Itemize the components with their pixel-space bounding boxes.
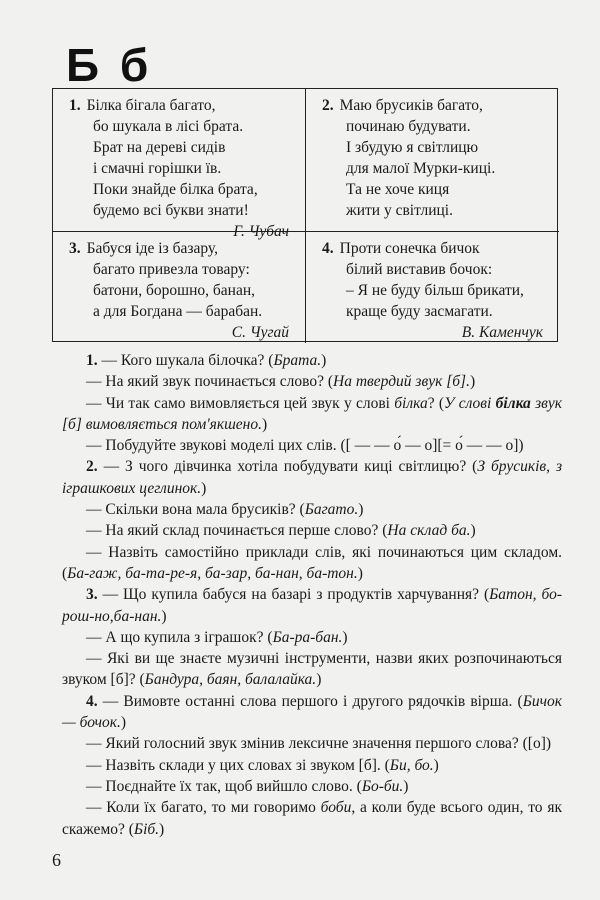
poem-line: і смачні горішки їв. <box>93 160 222 177</box>
poem-cell-4 <box>306 232 559 343</box>
poem-author: С. Чугай <box>231 324 289 341</box>
poem-cell-2 <box>306 89 559 232</box>
poem-line: для малої Мурки-киці. <box>346 160 496 177</box>
poem-line: бо шукала в лісі брата. <box>93 118 244 135</box>
paragraph: — На який склад починається перше слово? (На склад ба.) <box>86 522 476 540</box>
poem-line: І збудую я світлицю <box>346 139 479 156</box>
paragraph: — А що купила з іграшок? (Ба-ра-бан.) <box>86 628 348 646</box>
paragraph: — Чи так само вимовляється цей звук у слові білка? (У слові білка звук [б] вимовляється пом'якшено.) <box>62 394 562 433</box>
paragraph: — Побудуйте звукові моделі цих слів. ([ — — о́ — о][= о́ — — о]) <box>86 437 524 455</box>
poem-line: білий виставив бочок: <box>346 261 493 278</box>
paragraph: — Скільки вона мала брусиків? (Багато.) <box>86 501 364 519</box>
paragraph: 3. — Що купила бабуся на базарі з продуктів харчування? (Батон, бо-рош-но,ба-нан.) <box>62 586 562 625</box>
poem-line: а для Богдана — барабан. <box>93 303 263 320</box>
paragraph: — Назвіть склади у цих словах зі звуком [б]. (Би, бо.) <box>86 756 439 774</box>
poem-table <box>52 88 558 342</box>
poem-line: Поки знайде білка брата, <box>93 181 258 198</box>
poem-line: батони, борошно, банан, <box>93 282 256 299</box>
poem-line: Брат на дереві сидів <box>93 139 226 156</box>
paragraph: — Які ви ще знаєте музичні інструменти, назви яких розпочинаються звуком [б]? (Бандура, баян, балалайка.) <box>62 650 562 689</box>
poem-author: Г. Чубач <box>233 223 289 240</box>
poem-line: будемо всі букви знати! <box>93 202 249 219</box>
poem-line: Білка бігала багато, <box>86 97 216 114</box>
paragraph: — Коли їх багато, то ми говоримо боби, а коли буде всього один, то як скажемо? (Біб.) <box>62 799 562 838</box>
paragraph: — Який голосний звук змінив лексичне значення першого слова? ([о]) <box>86 735 552 753</box>
page-letter-heading: Б б <box>66 39 153 91</box>
poem-cell-1 <box>53 89 306 240</box>
paragraph: 2. — З чого дівчинка хотіла побудувати киці світлицю? (З брусиків, з іграшкових цеглинок.) <box>62 458 563 497</box>
paragraph: 4. — Вимовте останні слова першого і другого рядочків вірша. (Бичок — бочок.) <box>62 692 562 732</box>
poem-line: Маю брусиків багато, <box>339 97 483 114</box>
poem-number: 3. <box>69 240 81 257</box>
paragraph: 1. — Кого шукала білочка? (Брата.) <box>86 352 327 369</box>
poem-line: Бабуся іде із базару, <box>86 240 218 257</box>
poem-line: жити у світлиці. <box>346 202 453 219</box>
exercise-text <box>62 350 562 840</box>
poem-line: Та не хоче киця <box>346 181 450 198</box>
poem-number: 4. <box>322 240 334 257</box>
poem-line: багато привезла товару: <box>93 261 250 278</box>
poem-line: – Я не буду більш брикати, <box>346 282 524 299</box>
paragraph: — Поєднайте їх так, щоб вийшло слово. (Бо-би.) <box>86 777 409 795</box>
poem-cell-3 <box>53 232 306 343</box>
poem-line: Проти сонечка бичок <box>339 240 480 257</box>
page-number: 6 <box>52 850 61 870</box>
paragraph: — Назвіть самостійно приклади слів, які починаються цим складом. (Ба-гаж, ба-та-ре-я, ба-зар, ба-нан, ба-тон.) <box>62 543 562 582</box>
poem-number: 2. <box>322 97 334 114</box>
poem-line: краще буду засмагати. <box>346 303 493 320</box>
poem-line: починаю будувати. <box>346 118 471 135</box>
poem-author: В. Каменчук <box>461 324 543 341</box>
poem-number: 1. <box>69 97 81 114</box>
paragraph: — На який звук починається слово? (На твердий звук [б].) <box>86 373 476 391</box>
